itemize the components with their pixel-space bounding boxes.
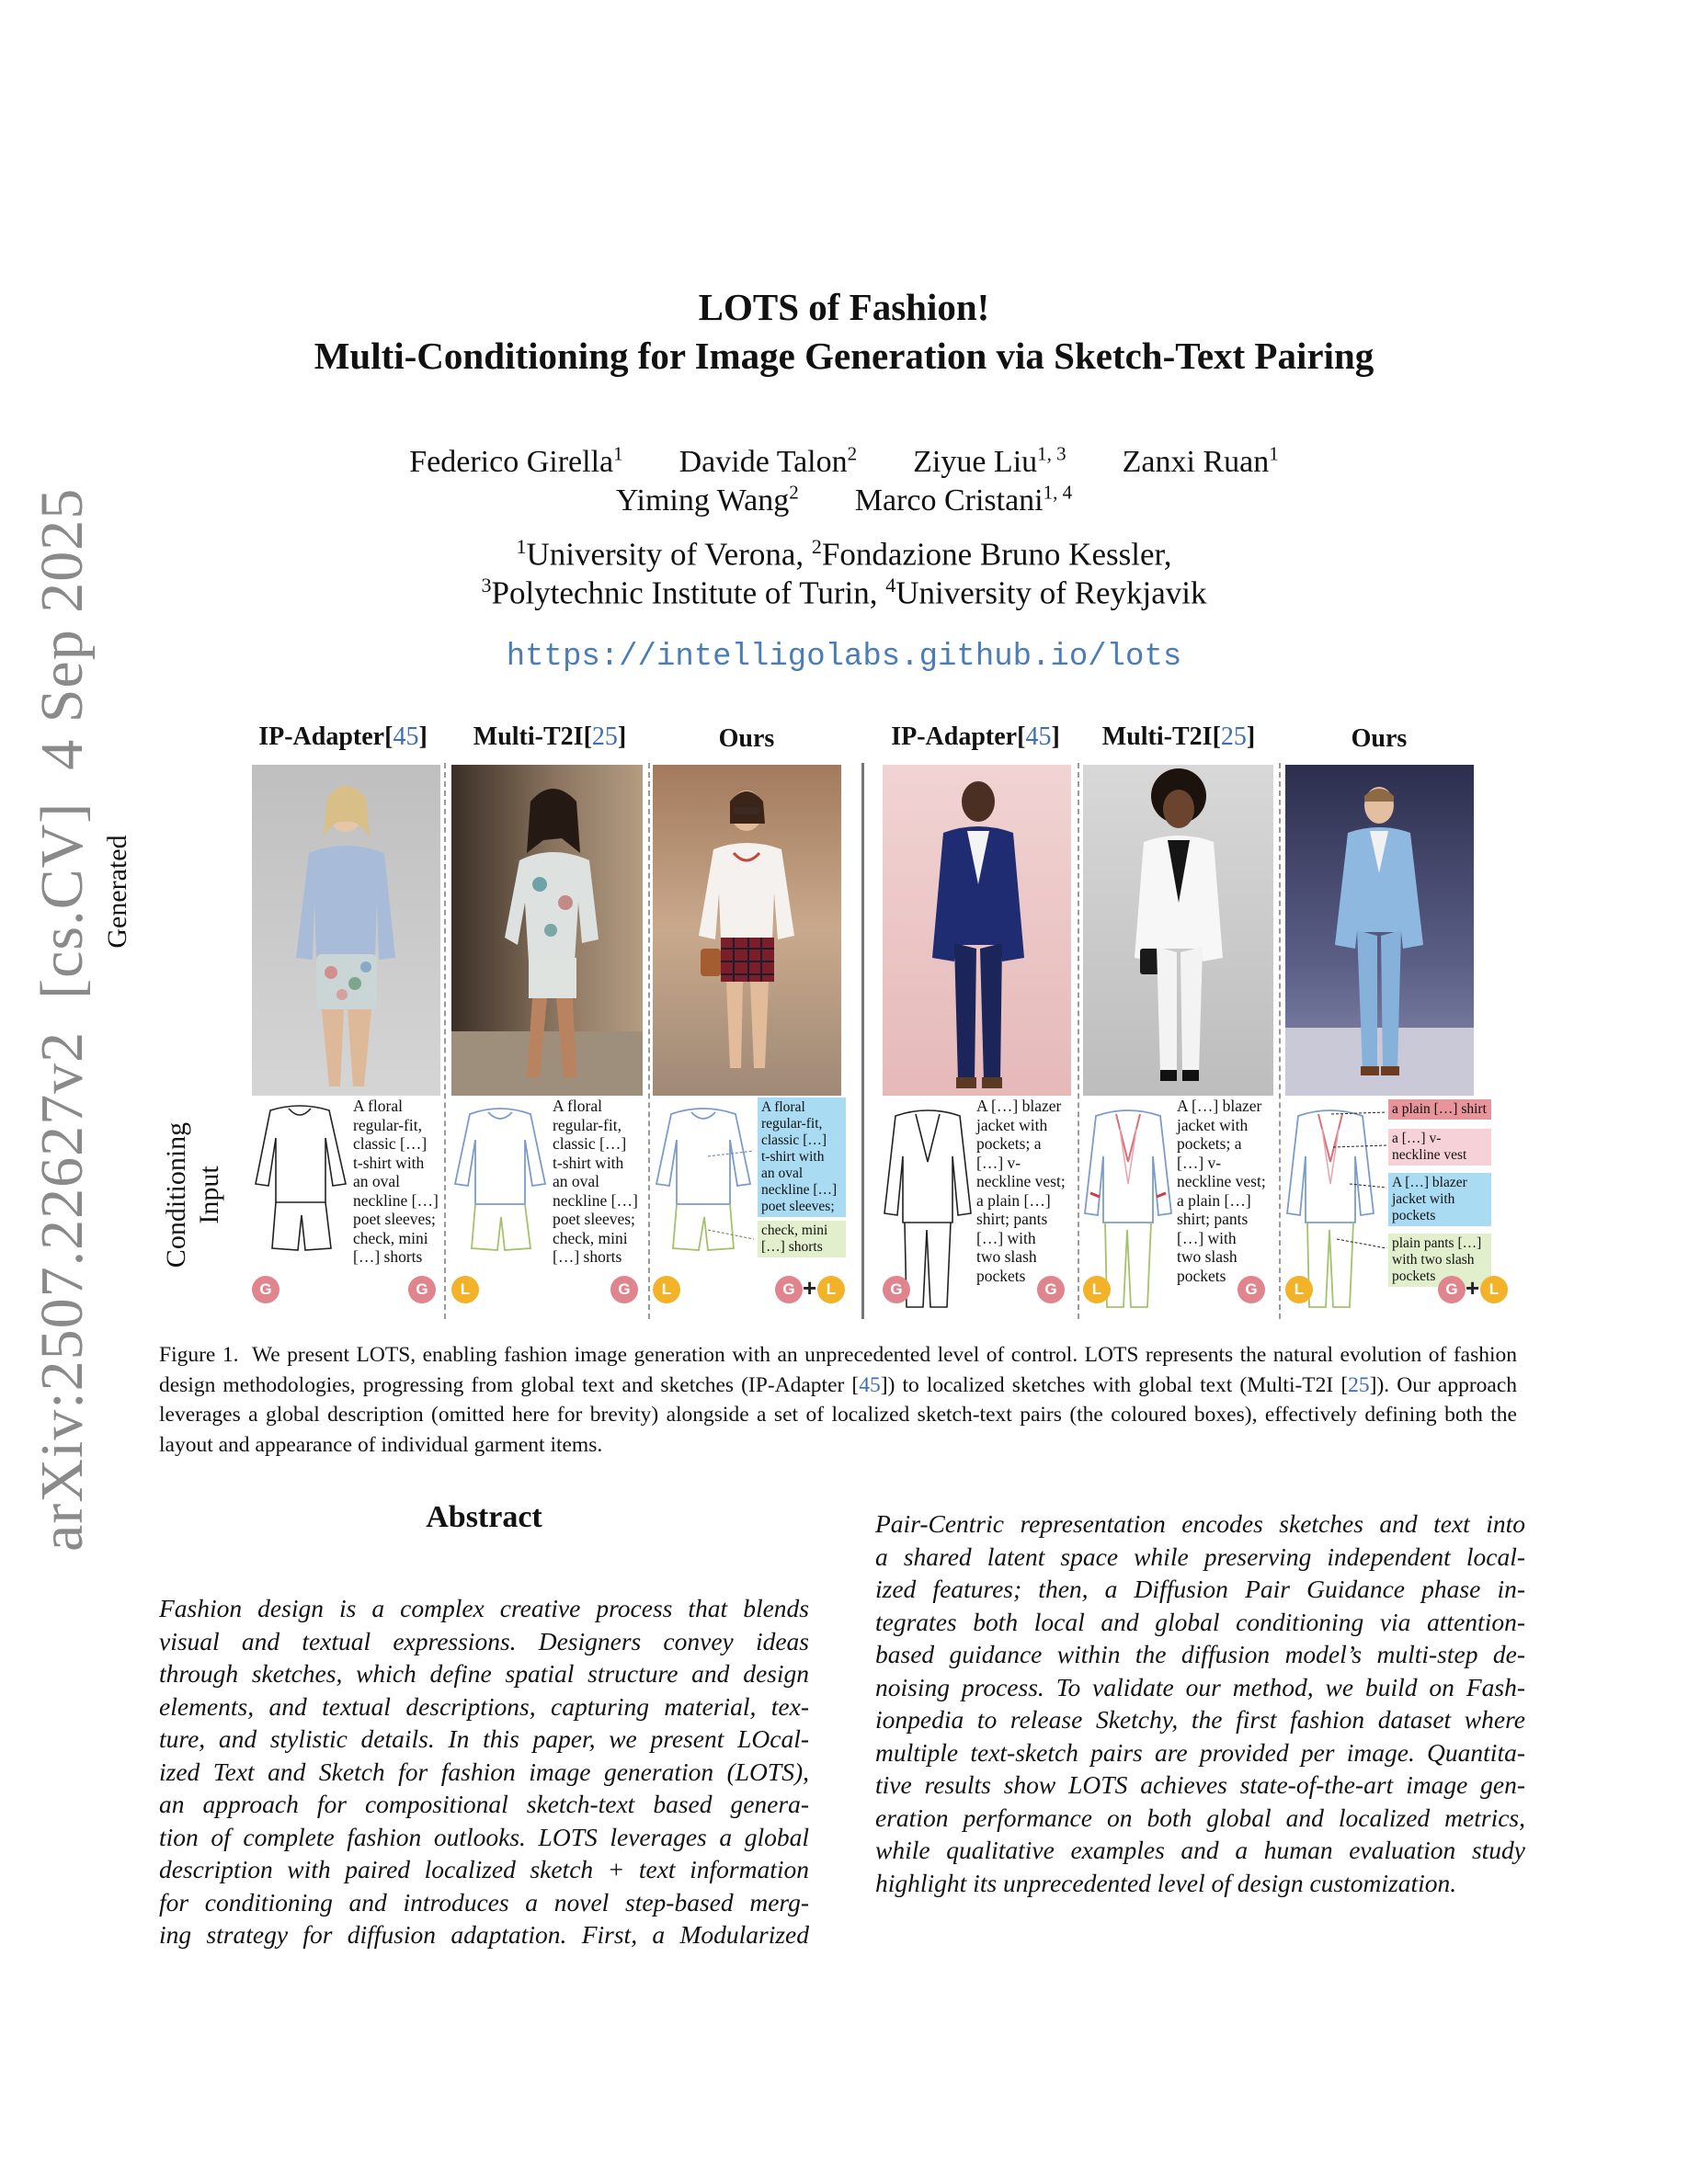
author: Yiming Wang$^2$ <box>615 482 799 518</box>
generated-image <box>451 765 643 1096</box>
garment-sketch <box>252 1101 348 1262</box>
author-line-2 <box>0 482 1688 518</box>
conditioning-text: A […] blazer jacket with pockets; a […] v- neckline vest; a plain […] shirt; pants […] with two slash pockets <box>976 1097 1066 1285</box>
title-line-1: LOTS of Fashion! <box>698 286 990 328</box>
column-header: Multi-T2I[25] <box>1101 722 1256 751</box>
global-badge-icon: G <box>1237 1276 1265 1303</box>
sketch-text-pair-box: a plain […] shirt <box>1388 1099 1491 1120</box>
garment-sketch <box>451 1101 549 1262</box>
generated-image <box>653 765 841 1096</box>
column-header: IP-Adapter[45] <box>258 722 428 751</box>
global-badge-icon: G <box>1438 1276 1466 1303</box>
global-badge-icon: G <box>775 1276 803 1303</box>
author: Davide Talon$^2$ <box>679 443 858 480</box>
conditioning-text: A floral regular-fit, classic […] t-shirt with an oval neckline […] poet sleeves; check, mini […] shorts <box>553 1097 638 1266</box>
global-badge-icon: G <box>408 1276 436 1303</box>
dashed-divider <box>444 763 446 1319</box>
dashed-divider <box>648 763 650 1319</box>
figure-caption: Figure 1. We present LOTS, enabling fashion image generation with an unprecedented level of control. LOTS represents the natural evolution of fashion design methodologies, progressing from global text and sketches (IP-Adapter [45]) to localized sketches with global text (Multi-T2I [25]). Our approach leverages a global description (omitted here for brevity) alongside a set of localized sketch-text pairs (the coloured boxes), effectively defining both the layout and appearance of individual garment items. <box>159 1343 1518 1457</box>
column-header: IP-Adapter[45] <box>891 722 1060 751</box>
arxiv-identifier: arXiv:2507.22627v2 [cs.CV] 4 Sep 2025 <box>29 487 96 1552</box>
sketch-text-pair-box: A floral regular-fit, classic […] t-shirt with an oval neckline […] poet sleeves; <box>758 1098 846 1217</box>
conditioning-text: A […] blazer jacket with pockets; a […] v- neckline vest; a plain […] shirt; pants […] with two slash pockets <box>1177 1097 1266 1285</box>
sketch-text-pair-box: plain pants […] with two slash pockets <box>1388 1234 1491 1287</box>
global-badge-icon: G <box>1037 1276 1065 1303</box>
paper-title <box>0 283 1688 381</box>
author: Zanxi Ruan$^1$ <box>1122 443 1279 480</box>
plus-icon: + <box>803 1274 817 1302</box>
generated-image <box>883 765 1071 1096</box>
sketch-text-pair-box: a […] v-neckline vest <box>1388 1129 1491 1166</box>
local-badge-icon: L <box>653 1276 680 1303</box>
garment-sketch <box>653 1101 754 1262</box>
row-label-conditioning: Conditioning Input <box>161 1121 224 1268</box>
conditioning-text: A floral regular-fit, classic […] t-shirt with an oval neckline […] poet sleeves; check, mini […] shorts <box>353 1097 439 1266</box>
generated-image <box>1083 765 1273 1096</box>
row-label-generated: Generated <box>102 835 132 949</box>
sketch-text-pair-box: check, mini […] shorts <box>758 1221 846 1257</box>
global-badge-icon: G <box>883 1276 910 1303</box>
dashed-divider <box>1078 763 1079 1319</box>
column-header: Ours <box>718 724 775 753</box>
author-line-1 <box>0 443 1688 480</box>
affiliation-line-1: $^1$University of Verona, $^2$Fondazione Bruno Kessler, <box>516 535 1172 573</box>
figure-1 <box>0 717 1688 1324</box>
local-badge-icon: L <box>1285 1276 1313 1303</box>
affiliation-line-2: $^3$Polytechnic Institute of Turin, $^4$University of Reykjavik <box>481 574 1207 611</box>
generated-image <box>1285 765 1474 1096</box>
local-badge-icon: L <box>451 1276 479 1303</box>
project-url-link[interactable]: https://intelligolabs.github.io/lots <box>506 640 1182 675</box>
group-divider <box>861 763 864 1319</box>
abstract-column-1: Fashion design is a complex creative process that blends visual and textual expressions. Designers convey ideas through sketches, which define spatial structure and design elements, and textual descriptions, capturing material, tex- ture, and stylistic details. In this paper, we present LOcal- ized Text and Sketch for fashion image generation (LOTS), an approach for compositional sketch-text based genera- tion of complete fashion outlooks. LOTS leverages a global description with paired localized sketch + text information for conditioning and introduces a novel step-based merg- ing strategy for diffusion adaptation. First, a Modularized <box>159 1594 809 1949</box>
fashion-model-illustration <box>252 765 440 1096</box>
column-header: Ours <box>1351 724 1408 753</box>
global-badge-icon: G <box>252 1276 279 1303</box>
title-line-2: Multi-Conditioning for Image Generation via Sketch-Text Pairing <box>314 335 1374 378</box>
local-badge-icon: L <box>1083 1276 1111 1303</box>
local-badge-icon: L <box>817 1276 845 1303</box>
author: Federico Girella$^1$ <box>409 443 623 480</box>
plus-icon: + <box>1466 1274 1480 1302</box>
abstract-column-2: Pair-Centric representation encodes sketches and text into a shared latent space while preserving independent local- ized features; then, a Diffusion Pair Guidance phase in- tegrates both local and global conditioning via attention- based guidance within the diffusion model’s multi-step de- noising process. To validate our method, we build on Fash- ionpedia to release Sketchy, the first fashion dataset where multiple text-sketch pairs are provided per image. Quantita- tive results show LOTS achieves state-of-the-art image gen- eration performance on both global and localized metrics, while qualitative examples and a human evaluation study highlight its unprecedented level of design customization. <box>875 1509 1525 1897</box>
local-badge-icon: L <box>1480 1276 1508 1303</box>
column-header: Multi-T2I[25] <box>473 722 627 751</box>
author: Ziyue Liu$^{1, 3}$ <box>913 443 1066 480</box>
dashed-divider <box>1279 763 1281 1319</box>
global-badge-icon: G <box>610 1276 638 1303</box>
sketch-text-pair-box: A […] blazer jacket with pockets <box>1388 1173 1491 1226</box>
generated-image <box>252 765 440 1096</box>
abstract-heading: Abstract <box>426 1500 542 1534</box>
author: Marco Cristani$^{1, 4}$ <box>854 482 1073 518</box>
